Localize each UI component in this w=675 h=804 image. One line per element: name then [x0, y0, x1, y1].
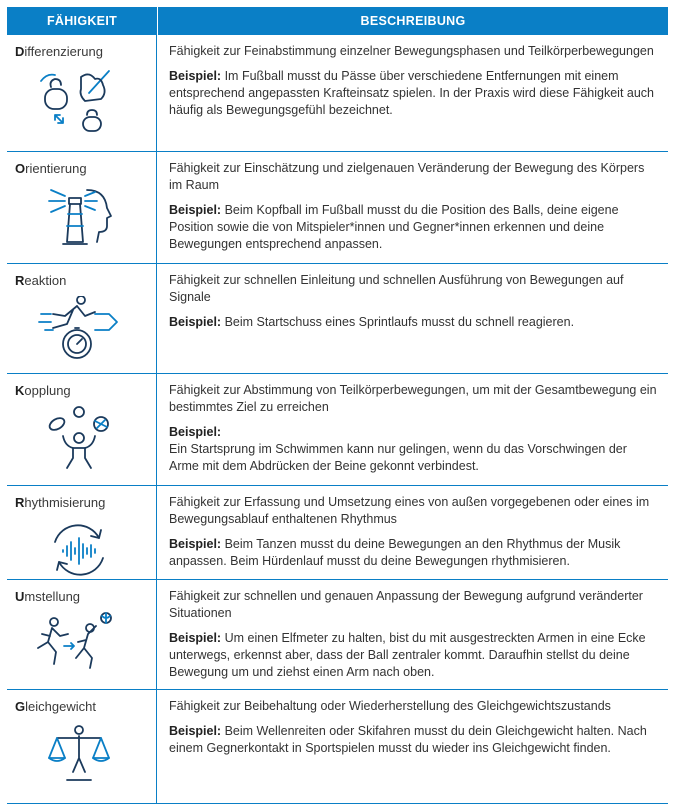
table-row: [7, 580, 668, 690]
skill-cell: [7, 374, 157, 485]
skill-cell: [7, 690, 157, 803]
header-beschreibung: BESCHREIBUNG: [360, 14, 466, 28]
skill-description: Fähigkeit zur Erfassung und Umsetzung eines von außen vorgegebenen oder eines im Bewegungsablauf enthaltenen Rhythmus: [169, 495, 650, 526]
skill-name: Differenzierung: [15, 44, 103, 59]
balance-scale-person-icon: [37, 722, 121, 788]
skill-cell: [7, 580, 157, 689]
table-row: [7, 152, 668, 264]
skill-cell: [7, 152, 157, 263]
skill-cell: [7, 486, 157, 579]
skill-description: Fähigkeit zur Einschätzung und zielgenauen Veränderung der Bewegung des Körpers im Raum: [169, 161, 645, 192]
description-cell: [157, 690, 668, 803]
lighthouse-head-icon: [37, 184, 121, 250]
runner-volleyball-icon: [21, 612, 131, 678]
description-cell: [157, 486, 668, 579]
table-row: [7, 264, 668, 374]
skill-cell: [7, 264, 157, 373]
table-header: [7, 7, 668, 35]
sprinter-stopwatch-icon: [37, 296, 121, 362]
skill-name: Rhythmisierung: [15, 495, 106, 510]
table-row: [7, 35, 668, 152]
skill-example: Beispiel: Ein Startsprung im Schwimmen kann nur gelingen, wenn du das Vorschwingen der Arme mit dem Abdrücken der Beine gekonnt verbindest.: [169, 425, 627, 473]
description-cell: [157, 152, 668, 263]
skill-description: Fähigkeit zur schnellen und genauen Anpassung der Bewegung aufgrund veränderter Situationen: [169, 589, 643, 620]
description-cell: [157, 374, 668, 485]
juggling-balls-icon: [37, 406, 121, 472]
skill-example: Beispiel: Beim Wellenreiten oder Skifahren musst du dein Gleichgewicht halten. Nach einem Gegnerkontakt in Sportspielen musst du wieder ins Gleichgewicht finden.: [169, 724, 647, 755]
description-cell: [157, 580, 668, 689]
skill-cell: [7, 35, 157, 151]
table-row: [7, 690, 668, 804]
skill-example: Beispiel: Im Fußball musst du Pässe über verschiedene Entfernungen mit einem entsprechend angepassten Krafteinsatz spielen. In der Praxis wird diese Fähigkeit auch häufig als Bewegungsgefühl bezeichnet.: [169, 69, 655, 117]
muscle-kettlebell-icon: [37, 67, 121, 133]
header-faehigkeit: FÄHIGKEIT: [7, 7, 158, 35]
skill-description: Fähigkeit zur Abstimmung von Teilkörperbewegungen, um mit der Gesamtbewegung ein bestimmtes Ziel zu erreichen: [169, 383, 657, 414]
skill-name: Kopplung: [15, 383, 71, 398]
skill-example: Beispiel: Beim Kopfball im Fußball musst du die Position des Balls, deine eigene Position sowie die von Mitspieler*innen und Gegner*innen erkennen und deine Bewegungen entsprechend anpassen.: [169, 203, 619, 251]
description-cell: [157, 35, 668, 151]
skill-name: Umstellung: [15, 589, 81, 604]
skill-example: Beispiel: Beim Startschuss eines Sprintlaufs musst du schnell reagieren.: [169, 315, 575, 329]
skill-description: Fähigkeit zur Feinabstimmung einzelner Bewegungsphasen und Teilkörperbewegungen: [169, 44, 654, 58]
skills-table: [7, 7, 668, 804]
skill-description: Fähigkeit zur schnellen Einleitung und schnellen Ausführung von Bewegungen auf Signale: [169, 273, 624, 304]
table-row: [7, 486, 668, 580]
skill-example: Beispiel: Um einen Elfmeter zu halten, bist du mit ausgestreckten Armen in eine Ecke unterwegs, erkennst aber, dass der Ball zentraler kommt. Daraufhin stellst du deine Bewegung um und ziehst einen Arm nach oben.: [169, 631, 646, 679]
skill-name: Reaktion: [15, 273, 67, 288]
skill-name: Gleichgewicht: [15, 699, 96, 714]
table-row: [7, 374, 668, 486]
description-cell: [157, 264, 668, 373]
skill-name: Orientierung: [15, 161, 87, 176]
skill-description: Fähigkeit zur Beibehaltung oder Wiederherstellung des Gleichgewichtszustands: [169, 699, 611, 713]
skill-example: Beispiel: Beim Tanzen musst du deine Bewegungen an den Rhythmus der Musik anpassen. Beim Hürdenlauf musst du deine Bewegungen rhythmisieren.: [169, 537, 621, 568]
sound-wave-cycle-icon: [37, 518, 121, 584]
